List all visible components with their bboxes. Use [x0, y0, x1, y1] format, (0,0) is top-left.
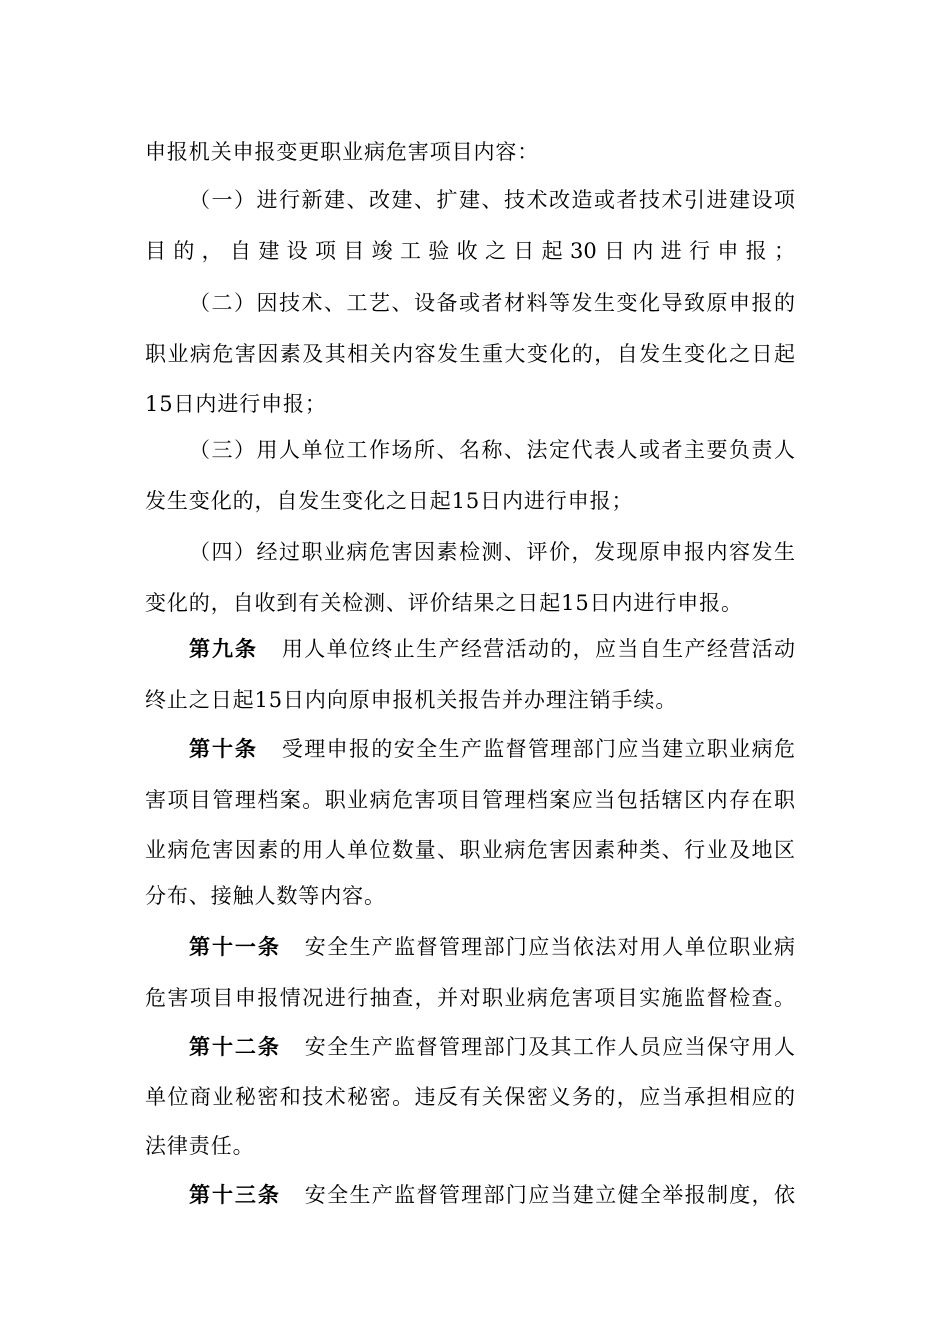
line-text: 法律责任。	[145, 1134, 255, 1158]
line-text: 安全生产监督管理部门应当建立健全举报制度，依	[304, 1183, 795, 1207]
line-text: 受理申报的安全生产监督管理部门应当建立职业病危	[281, 737, 795, 761]
line-text: 单位商业秘密和技术秘密。违反有关保密义务的，应当承担相应的	[145, 1085, 795, 1109]
article-line	[189, 1032, 795, 1062]
text-line	[145, 486, 795, 516]
line-text: 发生变化的，自发生变化之日起15日内进行申报；	[145, 489, 634, 513]
line-text: （一）进行新建、改建、扩建、技术改造或者技术引进建设项	[189, 188, 795, 212]
text-line	[145, 835, 795, 865]
article-line	[189, 932, 795, 962]
text-line	[145, 881, 795, 911]
text-line	[189, 435, 795, 465]
line-text: 变化的，自收到有关检测、评价结果之日起15日内进行申报。	[145, 591, 743, 615]
article-line	[189, 734, 795, 764]
article-heading: 第十三条	[189, 1183, 281, 1207]
text-line	[145, 1082, 795, 1112]
text-line	[145, 983, 795, 1013]
line-text: 分布、接触人数等内容。	[145, 884, 386, 908]
line-text: （三）用人单位工作场所、名称、法定代表人或者主要负责人	[189, 438, 795, 462]
text-line	[145, 137, 795, 167]
text-line	[145, 236, 795, 266]
line-text: （四）经过职业病危害因素检测、评价，发现原申报内容发生	[189, 540, 795, 564]
line-text: 安全生产监督管理部门及其工作人员应当保守用人	[304, 1035, 795, 1059]
text-line	[145, 1131, 795, 1161]
article-heading: 第十条	[189, 737, 258, 761]
line-text: 申报机关申报变更职业病危害项目内容：	[145, 140, 540, 164]
article-line	[189, 634, 795, 664]
line-text: 危害项目申报情况进行抽查，并对职业病危害项目实施监督检查。	[145, 986, 795, 1010]
text-line	[189, 537, 795, 567]
text-line	[145, 685, 795, 715]
line-text: 业病危害因素的用人单位数量、职业病危害因素种类、行业及地区	[145, 838, 795, 862]
article-heading: 第十二条	[189, 1035, 281, 1059]
text-line	[189, 185, 795, 215]
line-text: 安全生产监督管理部门应当依法对用人单位职业病	[304, 935, 795, 959]
text-line	[145, 785, 795, 815]
line-text: （二）因技术、工艺、设备或者材料等发生变化导致原申报的	[189, 291, 795, 315]
article-line	[189, 1180, 795, 1210]
text-line	[145, 588, 795, 618]
text-line	[145, 389, 795, 419]
line-text: 害项目管理档案。职业病危害项目管理档案应当包括辖区内存在职	[145, 788, 795, 812]
text-line	[145, 339, 795, 369]
line-text: 用人单位终止生产经营活动的，应当自生产经营活动	[281, 637, 795, 661]
line-text: 终止之日起15日内向原申报机关报告并办理注销手续。	[145, 688, 678, 712]
article-heading: 第十一条	[189, 935, 281, 959]
article-heading: 第九条	[189, 637, 258, 661]
line-text: 目的，自建设项目竣工验收之日起30日内进行申报；	[145, 239, 795, 263]
line-text: 15日内进行申报；	[145, 392, 327, 416]
text-line	[189, 288, 795, 318]
line-text: 职业病危害因素及其相关内容发生重大变化的，自发生变化之日起	[145, 342, 795, 366]
